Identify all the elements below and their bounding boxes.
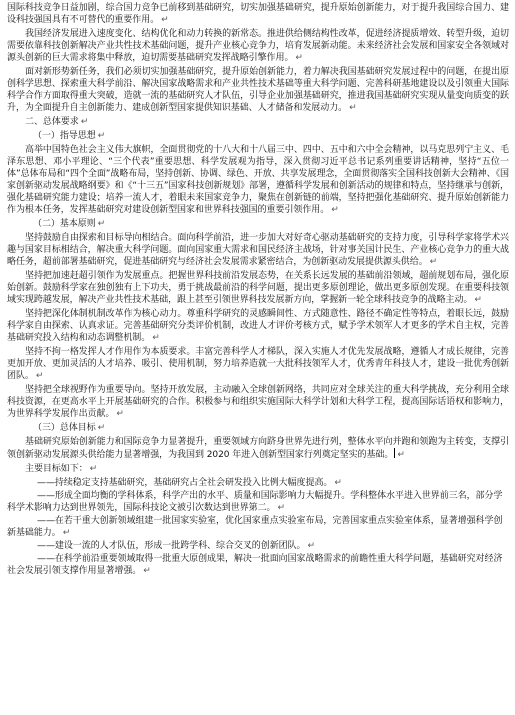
paragraph-principle-global: [7, 384, 509, 420]
goal-item-laboratories: [7, 515, 509, 539]
paragraph-mark: ↵: [429, 257, 438, 267]
paragraph-text: 高举中国特色社会主义伟大旗帜，全面贯彻党的十八大和十八届三中、四中、五中和六中全会精神，以马克思列宁主义、毛泽东思想、邓小平理论、“三个代表”重要思想、科学发展观为指导，深入贯彻习近平总书记系列重要讲话精神，坚持“五位一体”总体布局和“四个全面”战略布局，坚持创新、协调、绿色、开放、共享发展理念，全面贯彻落实全国科技创新大会精神、《国家创新驱动发展战略纲要》和《“十三五”国家科技创新规划》部署，遵循科学发展和创新活动的规律和特点，坚持继承与创新，强化基础研究能力建设；培养一流人才，着眼未来国家竞争力，聚焦在创新链的前端，坚持把强化基础研究、提升原始创新能力作为根本任务，发挥基础研究对建设创新型国家和世界科技强国的重要引领作用。: [7, 145, 509, 215]
paragraph-economy: [7, 28, 509, 64]
paragraph-mark: ↵: [277, 503, 286, 513]
goal-item-talent-team: [7, 540, 509, 552]
paragraph-mark: ↵: [80, 117, 89, 127]
paragraph-text: 主要目标如下：: [25, 464, 88, 474]
paragraph-mark: ↵: [397, 450, 405, 460]
goal-text: ——形成全面均衡的学科体系，科学产出的水平、质量和国际影响力大幅提升。学科整体水平进入世界前三名，部分学科学术影响力达到世界领先，国际科技论文被引次数达到世界第二。: [7, 491, 503, 513]
paragraph-principle-catch-up: [7, 270, 509, 306]
section-heading-general-requirements: [7, 116, 509, 128]
paragraph-mark: ↵: [97, 131, 106, 141]
paragraph-overall-goals[interactable]: [7, 436, 509, 461]
goal-item-breakthroughs: [7, 553, 509, 577]
paragraph-mark: ↵: [152, 333, 160, 343]
paragraph-mark: ↵: [62, 528, 71, 538]
heading-text: 二、总体要求: [25, 117, 79, 127]
heading-text: （二）基本原则: [33, 219, 96, 229]
paragraph-intro: [7, 2, 509, 26]
paragraph-principle-talent: [7, 346, 509, 382]
heading-text: （三）总体目标: [33, 423, 96, 433]
paragraph-text: 坚持把全球视野作为重要导向。坚持开放发展，主动融入全球创新网络，共同应对全球关注的重大科学挑战，充分利用全球科技资源，在更高水平上开展基础研究的合作。积极参与和组织实施国际大科学计划和大科学工程，提高国际话语权和影响力，为世界科学发展作出贡献。: [7, 385, 509, 419]
goal-item-funding: [7, 477, 509, 489]
subsection-heading-overall-goals: [7, 422, 509, 434]
paragraph-text: 坚持把深化体制机制改革作为核心动力。尊重科学研究的灵感瞬间性、方式随意性、路径不确定性等特点，着眼长远，鼓励科学家自由探索、认真求证。完善基础研究分类评价机制，改进人才评价考核方式，赋予学术领军人才更多的学术自主权，完善基础研究投入结构和动态调整机制。: [7, 309, 509, 343]
paragraph-mark: ↵: [161, 15, 169, 25]
paragraph-main-goals-intro: [7, 463, 509, 475]
paragraph-text: 我国经济发展进入速度变化、结构优化和动力转换的新常态。推进供给侧结构性改革，促进经济提质增效、转型升级，迫切需要依靠科技创新解决产业共性技术基础问题，提升产业核心竞争力，培育发展新动能。未来经济社会发展和国家安全各领域对源头创新的巨大需求将集中释放，迫切需要基础研究发挥战略引擎作用。: [7, 29, 509, 63]
paragraph-text: 面对新形势新任务，我们必须切实加强基础研究，提升原始创新能力，着力解决我国基础研究发展过程中的问题，在提出原创科学思想、探索重大科学前沿、解决国家战略需求和产业共性技术基础等重大科学问题、完善科研基地建设以及引领重大国际科学合作方面取得重大突破，造就一流的基础研究人才队伍，引导企业加强基础研究，推进我国基础研究实现从量变向质变的跃升，为全面提升自主创新能力、建成创新型国家提供知识基础、人才储备和发展动力。: [7, 67, 509, 113]
paragraph-mark: ↵: [307, 541, 316, 551]
paragraph-mark: ↵: [97, 423, 106, 433]
paragraph-principle-free-exploration: [7, 232, 509, 268]
subsection-heading-basic-principles: [7, 218, 509, 230]
paragraph-new-situation: [7, 66, 509, 114]
paragraph-mark: ↵: [97, 219, 106, 229]
paragraph-mark: ↵: [331, 205, 339, 215]
paragraph-mark: ↵: [349, 103, 357, 113]
goal-item-disciplines: [7, 490, 509, 514]
paragraph-mark: ↵: [474, 295, 482, 305]
paragraph-mark: ↵: [35, 371, 44, 381]
paragraph-mark: ↵: [295, 53, 303, 63]
text-cursor: [394, 448, 395, 458]
paragraph-mark: ↵: [334, 478, 342, 488]
paragraph-text: 基础研究原始创新能力和国际竞争力显著提升，重要领域方向跻身世界先进行列，整体水平向并跑和领跑为主转变，支撑引领创新驱动发展源头供给能力显著增强，为我国到 2020 年进入创新型国家行列奠定坚实的基础。: [7, 437, 509, 460]
paragraph-principle-reform: [7, 308, 509, 344]
goal-text: ——建设一流的人才队伍，形成一批跨学科、综合交叉的创新团队。: [37, 541, 306, 551]
paragraph-guiding-ideology: [7, 144, 509, 216]
paragraph-mark: ↵: [143, 566, 151, 576]
goal-text: ——持续稳定支持基础研究，基础研究占全社会研发投入比例大幅度提高。: [37, 478, 333, 488]
paragraph-text: 坚持不拘一格发挥人才作用作为本质要求。丰富完善科学人才梯队，深入实施人才优先发展战略，遵循人才成长规律，完善更加开放、更加灵活的人才培养、吸引、使用机制，努力培养造就一大批科技领军人才，优秀青年科技人才，建设一批优秀创新团队。: [7, 347, 509, 381]
paragraph-text: 国际科技竞争日益加剧，综合国力竞争已前移到基础研究，切实加强基础研究，提升原始创新能力，对于提升我国综合国力、建设科技强国具有不可替代的重要作用。: [7, 3, 509, 25]
paragraph-text: 坚持鼓励自由探索和目标导向相结合。面向科学前沿，进一步加大对好奇心驱动基础研究的支持力度，引导科学家将学术兴趣与国家目标相结合，解决重大科学问题。面向国家重大需求和国民经济主战场，针对事关国计民生、产业核心竞争力的重大战略任务，超前部署基础研究，促进基础研究与经济社会发展需求紧密结合，为创新驱动发展提供源头供给。: [7, 233, 509, 267]
paragraph-text: 坚持把加速赶超引领作为发展重点。把握世界科技前沿发展态势，在关系长远发展的基础前沿领域，超前规划布局，强化原始创新。鼓励科学家在独创独有上下功夫，勇于挑战最前沿的科学问题，提出更多原创理论，做出更多原创发现。在重要科技领域实现跨越发展，解决产业共性技术基础，跟上甚至引领世界科技发展新方向，掌握新一轮全球科技竞争的战略主动。: [7, 271, 509, 305]
subsection-heading-guiding-ideology: [7, 130, 509, 142]
paragraph-mark: ↵: [89, 464, 98, 474]
goal-text: ——在科学前沿重要领域取得一批重大原创成果，解决一批面向国家战略需求的前瞻性重大科学问题，基础研究对经济社会发展引领支撑作用显著增强。: [7, 554, 503, 576]
goal-text: ——在若干重大创新领域组建一批国家实验室，优化国家重点实验室布局，完善国家重点实验室体系，显著增强科学创新基础能力。: [7, 516, 503, 538]
heading-text: （一）指导思想: [33, 131, 96, 141]
paragraph-mark: ↵: [116, 409, 124, 419]
